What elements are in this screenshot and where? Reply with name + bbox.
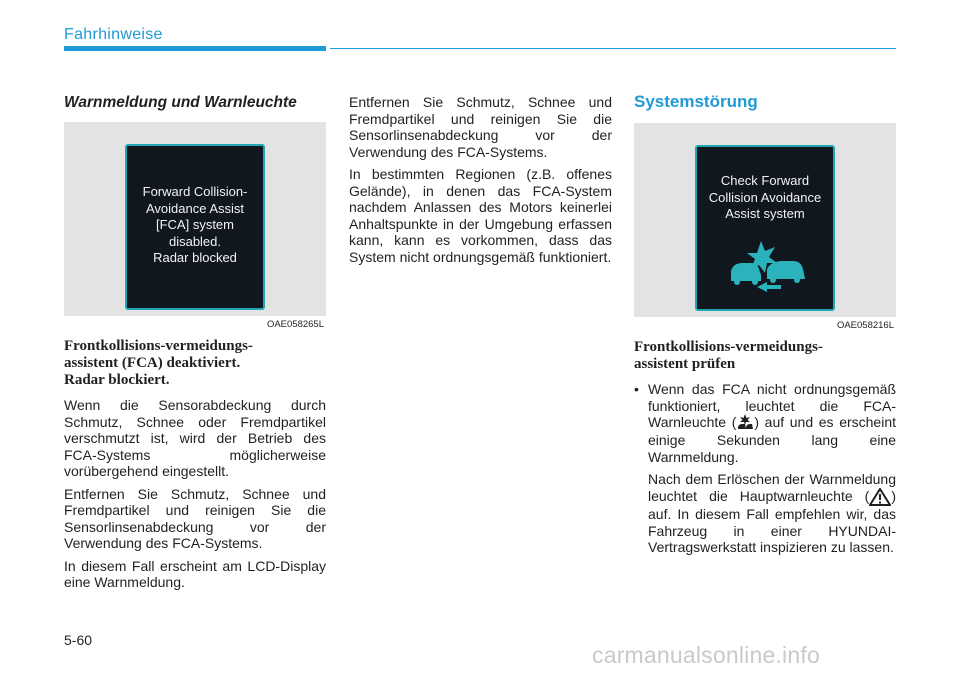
figure-radar-blocked (64, 122, 326, 330)
lcd-display (125, 144, 265, 310)
display-line: Radar blocked (153, 250, 237, 265)
paragraph: Entfernen Sie Schmutz, Schnee und Fremdpartikel und reinigen Sie die Sensorlinsenabdeckung vor der Verwendung des FCA-Systems. (349, 94, 612, 160)
left-column (64, 92, 326, 597)
display-line: Forward Collision- (142, 184, 248, 199)
figure-code: OAE058216L (836, 320, 894, 331)
subheading-line: Radar blockiert. (64, 372, 170, 388)
subheading (634, 339, 896, 373)
subheading-line: assistent (FCA) deaktiviert. (64, 355, 241, 371)
subheading-line: Frontkollisions-vermeidungs- (64, 338, 253, 354)
master-warning-triangle-icon (869, 488, 891, 506)
paragraph-text-end: ) auf. In diesem Fall empfehlen wir, das Fahrzeug in einer HYUNDAI-Vertragswerkstatt inspizieren zu lassen. (648, 487, 896, 556)
display-line: Collision Avoidance (708, 189, 822, 205)
subheading (64, 338, 326, 389)
display-line: Assist system (725, 206, 805, 221)
figure-code: OAE058265L (266, 319, 324, 330)
display-line: [FCA] system (155, 217, 234, 232)
system-fault-heading: Systemstörung (634, 92, 758, 111)
paragraph: In diesem Fall erscheint am LCD-Display eine Warnmeldung. (64, 557, 326, 590)
watermark: carmanualsonline.info (592, 642, 820, 668)
header-rule-thick (64, 46, 326, 51)
figure-check-fca (634, 123, 896, 331)
warning-heading: Warnmeldung und Warnleuchte (64, 94, 297, 111)
fca-collision-warning-icon (697, 239, 833, 299)
list-item (634, 381, 896, 465)
page-number: 5-60 (64, 632, 93, 648)
bullet-text-end: ) auf und es erscheint einige Sekunden lang eine Warnmeldung. (648, 414, 896, 465)
subheading-line: Frontkollisions-vermeidungs- (634, 339, 823, 355)
paragraph: Wenn die Sensorabdeckung durch Schmutz, Schnee oder Fremdpartikel verschmutzt ist, wird der Betrieb des FCA-Systems möglicherweise vorübergehend eingestellt. (64, 397, 326, 479)
paragraph: Entfernen Sie Schmutz, Schnee und Fremdpartikel und reinigen Sie die Sensorlinsenabdeckung vor der Verwendung des FCA-Systems. (64, 485, 326, 551)
subheading-line: assistent prüfen (634, 356, 736, 372)
header-rule-thin (330, 48, 896, 49)
paragraph (634, 471, 896, 555)
bullet-list (634, 381, 896, 465)
display-line: disabled. (168, 233, 222, 249)
right-column (634, 92, 896, 562)
bullet-icon: • (634, 381, 639, 397)
bullet-text-start: Wenn das FCA nicht ordnungsgemäß funktioniert, leuchtet die FCA-Warnleuchte ( (648, 381, 896, 430)
display-line: Avoidance Assist (145, 200, 245, 216)
section-title: Fahrhinweise (64, 26, 163, 43)
paragraph: In bestimmten Regionen (z.B. offenes Gelände), in denen das FCA-System nachdem Anlassen des Motors keinerlei Anhaltspunkte in der Umgebung erfassen kann, kann es vorkommen, dass das System nicht ordnungsgemäß funktioniert. (349, 166, 612, 265)
lcd-display (695, 145, 835, 311)
fca-warning-lamp-icon (736, 414, 754, 432)
paragraph-text-start: Nach dem Erlöschen der Warnmeldung leuchtet die Hauptwarnleuchte ( (648, 471, 896, 504)
middle-column (349, 94, 612, 271)
display-line: Check Forward (720, 173, 810, 188)
